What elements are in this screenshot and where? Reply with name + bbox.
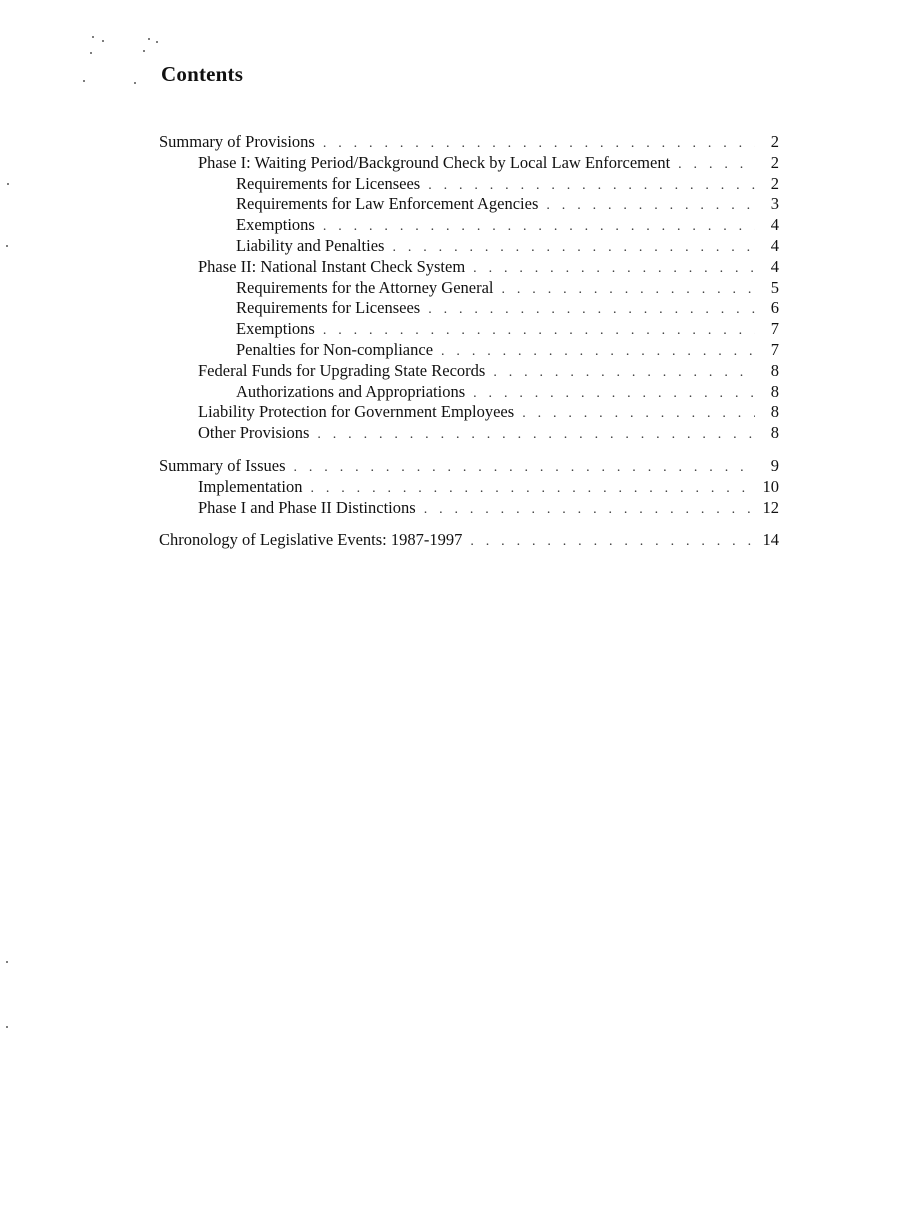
toc-entry-page-number: 4 [770,256,779,276]
toc-entry-page-number: 8 [770,381,779,401]
toc-entry-page-number: 2 [770,173,779,193]
toc-entry[interactable] [159,174,779,195]
toc-dot-leader [428,300,755,321]
toc-entry[interactable] [159,194,779,215]
toc-dot-leader [392,238,755,259]
toc-entry-label: Exemptions [236,319,315,339]
toc-entry-label: Exemptions [236,215,315,235]
toc-entry[interactable] [159,530,779,551]
scan-speck [90,52,92,54]
toc-entry-page-number: 9 [770,455,779,475]
scan-speck [7,183,9,185]
toc-entry[interactable] [159,477,779,498]
toc-dot-leader [310,479,755,500]
toc-entry[interactable] [159,236,779,257]
toc-entry-label: Summary of Issues [159,455,286,475]
toc-entry[interactable] [159,319,779,340]
toc-dot-leader [317,425,755,446]
toc-entry[interactable] [159,402,779,423]
toc-entry-label: Summary of Provisions [159,132,315,151]
toc-entry-label: Liability and Penalties [236,235,385,255]
scan-speck [102,40,104,42]
scan-speck [156,41,158,43]
toc-dot-leader [424,500,755,521]
table-of-contents [159,132,779,551]
toc-entry-label: Chronology of Legislative Events: 1987-1997 [159,530,463,550]
toc-entry[interactable] [159,382,779,403]
scan-speck [134,82,136,84]
toc-entry-label: Implementation [198,476,303,496]
toc-entry[interactable] [159,132,779,153]
toc-entry[interactable] [159,340,779,361]
toc-entry-label: Other Provisions [198,423,310,443]
toc-entry-label: Federal Funds for Upgrading State Records [198,360,486,380]
toc-entry[interactable] [159,153,779,174]
page-title: Contents [161,62,244,86]
toc-dot-leader [473,384,755,405]
toc-entry-page-number: 12 [762,497,779,517]
toc-dot-leader [522,404,755,425]
toc-entry-page-number: 5 [770,277,779,297]
toc-entry-page-number: 7 [770,339,779,359]
scan-speck [148,38,150,40]
toc-dot-leader [323,217,755,238]
toc-dot-leader [546,196,755,217]
toc-entry-page-number: 2 [770,152,779,172]
toc-entry-label: Requirements for Law Enforcement Agencies [236,194,539,214]
toc-entry-page-number: 8 [770,423,779,443]
scan-speck [6,1026,8,1028]
toc-entry-page-number: 8 [770,360,779,380]
toc-entry-label: Requirements for the Attorney General [236,277,494,297]
toc-entry[interactable] [159,361,779,382]
toc-dot-leader [502,280,756,301]
toc-entry-page-number: 10 [762,476,779,496]
toc-entry-label: Requirements for Licensees [236,298,421,318]
toc-entry-label: Phase I and Phase II Distinctions [198,497,416,517]
scan-speck [6,245,8,247]
toc-entry-label: Penalties for Non-compliance [236,339,434,359]
toc-entry-label: Phase I: Waiting Period/Background Check by Local Law Enforcement [198,152,671,172]
toc-entry[interactable] [159,215,779,236]
toc-dot-leader [470,532,755,553]
toc-entry-label: Liability Protection for Government Employees [198,402,515,422]
toc-entry[interactable] [159,456,779,477]
toc-entry-page-number: 14 [762,530,779,550]
toc-entry[interactable] [159,298,779,319]
toc-dot-leader [473,259,755,280]
toc-dot-leader [428,176,755,197]
toc-entry[interactable] [159,278,779,299]
toc-entry-page-number: 7 [770,319,779,339]
toc-entry[interactable] [159,498,779,519]
scan-speck [6,961,8,963]
toc-dot-leader [678,155,755,176]
toc-dot-leader [441,342,755,363]
scan-speck [92,36,94,38]
toc-dot-leader [323,134,755,155]
toc-entry-label: Authorizations and Appropriations [236,381,466,401]
toc-entry-page-number: 8 [770,402,779,422]
scan-speck [83,80,85,82]
toc-entry[interactable] [159,423,779,444]
toc-dot-leader [493,363,755,384]
toc-entry[interactable] [159,257,779,278]
toc-entry-page-number: 4 [770,235,779,255]
toc-entry-label: Phase II: National Instant Check System [198,256,466,276]
toc-entry-page-number: 6 [770,298,779,318]
toc-entry-label: Requirements for Licensees [236,173,421,193]
toc-entry-page-number: 3 [770,194,779,214]
toc-dot-leader [294,458,756,479]
toc-entry-page-number: 2 [770,132,779,151]
scan-speck [143,50,145,52]
toc-entry-page-number: 4 [770,215,779,235]
toc-dot-leader [323,321,755,342]
